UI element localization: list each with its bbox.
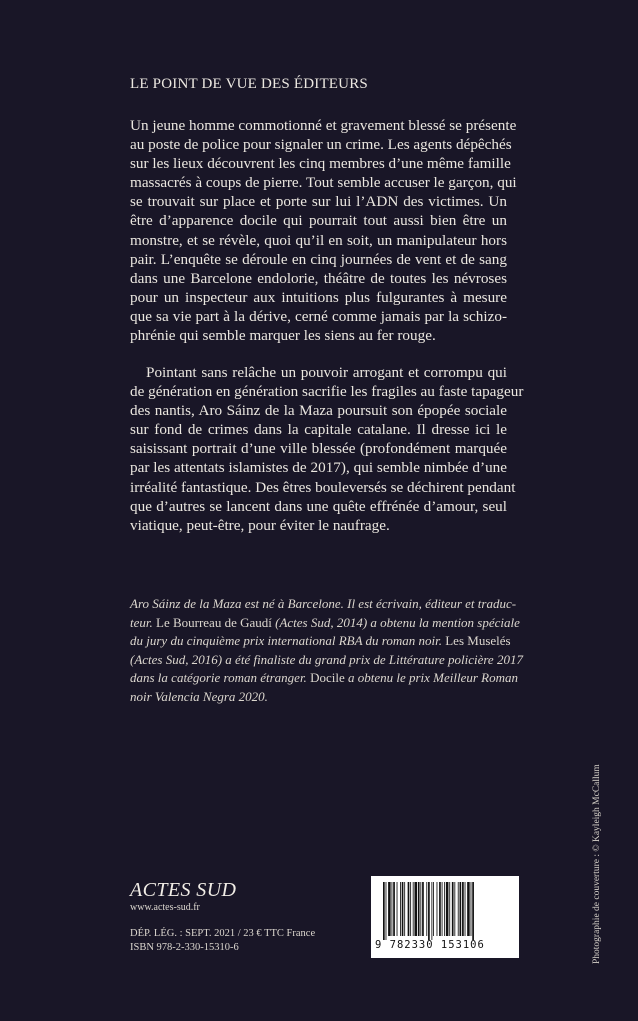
isbn: ISBN 978-2-330-15310-6: [130, 942, 239, 953]
barcode-bar: [462, 882, 464, 936]
legal-info: [130, 927, 315, 955]
barcode-bar: [465, 882, 466, 936]
text-line: pour un inspecteur aux intuitions plus fulgurantes à mesure: [130, 288, 507, 306]
barcode-bar: [431, 882, 432, 940]
barcode-bar: [458, 882, 459, 936]
bio-line: [130, 595, 517, 614]
publisher-website: www.actes-sud.fr: [130, 902, 200, 913]
cover-photo-credit: [592, 714, 606, 964]
text-line: des nantis, Aro Sáinz de la Maza poursuit son épopée sociale: [130, 402, 507, 420]
text-line: sur les lieux découvrent les cinq membres d’une même famille: [130, 155, 511, 173]
barcode-bar: [413, 882, 414, 936]
bio-line: [130, 651, 523, 670]
barcode-bar: [422, 882, 424, 936]
barcode-bar: [414, 882, 417, 936]
bio-text: a obtenu le prix Meilleur Roman: [344, 670, 519, 686]
barcode-bar: [433, 882, 434, 936]
barcode-bar: [410, 882, 411, 936]
book-title: Le Bourreau de Gaudí: [152, 614, 272, 630]
text-line: que d’autres se lancent dans une quête effrénée d’amour, seul: [130, 497, 507, 515]
text-line: Un jeune homme commotionné et gravement blessé se présente: [130, 117, 517, 134]
barcode-bar: [467, 882, 470, 936]
barcode-bar: [444, 882, 445, 936]
barcode-bar: [418, 882, 420, 936]
barcode-bar: [471, 882, 472, 936]
bio-text: Aro Sáinz de la Maza est né à Barcelone. Il est écrivain, éditeur et traduc-: [130, 596, 517, 611]
barcode-bar: [437, 882, 438, 936]
text-line: Pointant sans relâche un pouvoir arrogant et corrompu qui: [146, 364, 507, 381]
barcode-bar: [397, 882, 398, 936]
barcode-bar: [400, 882, 401, 936]
publisher-logo: ACTES SUD: [130, 879, 237, 901]
bio-text: (Actes Sud, 2014) a obtenu la mention spéciale: [271, 614, 520, 630]
bio-text: du jury du cinquième prix international RBA du roman noir.: [130, 633, 442, 649]
barcode-bar: [404, 882, 405, 936]
text-line: sur fond de crimes dans la capitale catalane. Il dresse ici le: [130, 421, 507, 439]
barcode-bar: [449, 882, 450, 936]
text-line: pair. L’enquête se déroule en cinq journées de vent et de sang: [130, 250, 507, 268]
barcode-bar: [472, 882, 474, 940]
text-line: massacrés à coups de pierre. Tout semble accuser le garçon, qui: [130, 174, 517, 192]
barcode-bar: [446, 882, 449, 936]
text-line: que sa vie part à la dérive, cerné comme jamais par la schizo-: [130, 307, 507, 325]
barcode-bar: [454, 882, 455, 936]
summary-paragraph-2: [130, 363, 524, 535]
summary-paragraph-1: [130, 116, 517, 345]
text-line: se trouvait sur place et porte sur lui l’ADN des victimes. Un: [130, 193, 507, 211]
bio-text: (Actes Sud, 2016) a été finaliste du grand prix de Littérature policière 2017: [130, 651, 523, 667]
bio-line: [130, 688, 510, 707]
book-title: Docile: [306, 670, 345, 686]
barcode: [371, 876, 519, 958]
barcode-bar: [392, 882, 393, 936]
barcode-bar: [386, 882, 387, 940]
barcode-bars: [381, 882, 509, 940]
barcode-bar: [439, 882, 441, 936]
text-line: par les attentats islamistes de 2017), qui semble nimbée d’une: [130, 459, 507, 477]
barcode-bar: [393, 882, 395, 936]
bio-line: [130, 632, 510, 651]
bio-text: teur.: [130, 614, 153, 630]
bio-text: noir Valencia Negra 2020.: [130, 688, 268, 704]
barcode-digits: 9 782330 153106: [375, 939, 485, 951]
credit-text: Photographie de couverture : © Kayleigh McCallum: [592, 764, 602, 964]
book-title: Les Muselés: [441, 633, 511, 649]
section-heading: LE POINT DE VUE DES ÉDITEURS: [130, 76, 368, 92]
barcode-bar: [402, 882, 404, 936]
barcode-bar: [388, 882, 391, 936]
barcode-bar: [428, 882, 430, 940]
barcode-bar: [442, 882, 443, 936]
bio-text: dans la catégorie roman étranger.: [130, 670, 307, 686]
text-line: de génération en génération sacrifie les fragiles au faste tapageur: [130, 383, 524, 401]
barcode-bar: [460, 882, 462, 936]
author-bio: [130, 595, 523, 707]
bio-line: [130, 669, 519, 688]
barcode-bar: [408, 882, 410, 936]
text-line: viatique, peut-être, pour éviter le naufrage.: [130, 516, 390, 534]
text-line: irréalité fantastique. Des êtres bouleversés se déchirent pendant: [130, 478, 516, 496]
barcode-bar: [452, 882, 454, 936]
text-line: saisissant portrait d’une ville blessée (profondément marquée: [130, 440, 507, 458]
barcode-bar: [420, 882, 421, 936]
barcode-bar: [383, 882, 385, 940]
legal-deposit: DÉP. LÉG. : SEPT. 2021 / 23 € TTC France: [130, 928, 316, 939]
text-line: au poste de police pour signaler un crime. Les agents dépêchés: [130, 136, 512, 154]
text-line: phrénie qui semble marquer les siens au fer rouge.: [130, 327, 436, 345]
text-line: dans une Barcelone endolorie, théâtre de toutes les névroses: [130, 269, 507, 287]
barcode-bar: [426, 882, 427, 936]
bio-line: [130, 614, 520, 633]
text-line: monstre, et se révèle, quoi qu’il en soit, un manipulateur hors: [130, 231, 507, 249]
text-line: être d’apparence docile qui pourrait tout aussi bien être un: [130, 212, 507, 230]
